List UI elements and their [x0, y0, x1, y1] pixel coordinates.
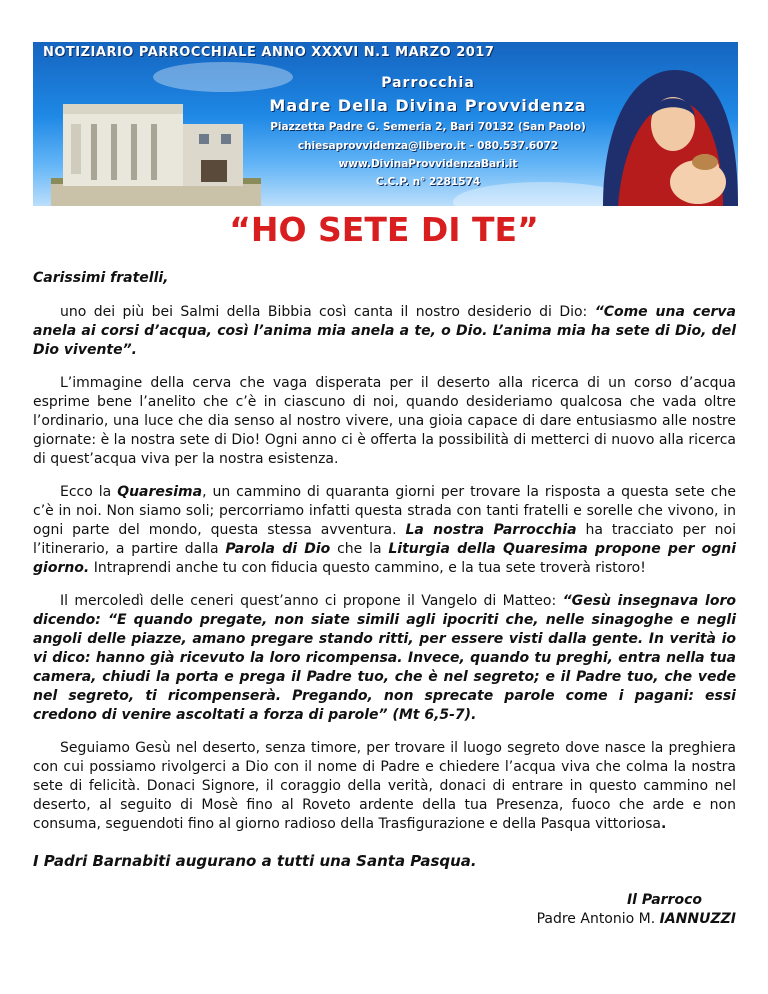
- newsletter-headline: NOTIZIARIO PARROCCHIALE ANNO XXXVI N.1 MARZO 2017: [43, 45, 495, 60]
- signature-block: [33, 891, 736, 929]
- paragraph-4: [33, 592, 736, 725]
- paragraph-2: L’immagine della cerva che vaga disperata per il deserto alla ricerca di un corso d’acqua esprime bene l’anelito che c’è in ciascuno di noi, quando desideriamo qualcosa che vada oltre l’ordinario, una luce che dia senso al nostro vivere, una gioia capace di dare entusiasmo alle nostre giornate: è la nostra sete di Dio! Ogni anno ci è offerta la possibilità di metterci di nuovo alla ricerca di quest’acqua viva per la nostra esistenza.: [33, 375, 736, 467]
- signature-first-name: Padre Antonio M.: [536, 911, 660, 927]
- parish-name-line1: Parrocchia: [381, 75, 475, 91]
- signature-role: Il Parroco: [626, 892, 702, 908]
- paragraph-3-text-c: , un cammino di quaranta giorni per trovare la risposta a questa sete che c’è in noi. Non siamo soli; percorriamo infatti questa strada con tanti fratelli e sorelle che vivono, in ogni parte del mondo, questa stessa avventura.: [33, 484, 736, 538]
- signature-surname: IANNUZZI: [659, 911, 736, 927]
- liturgia-emphasis: Liturgia della Quaresima propone per ogni giorno.: [33, 541, 736, 576]
- paragraph-1-text: uno dei più bei Salmi della Bibbia così canta il nostro desiderio di Dio:: [60, 304, 595, 320]
- parish-website: www.DivinaProvvidenzaBari.it: [338, 158, 518, 170]
- easter-greeting: I Padri Barnabiti augurano a tutti una Santa Pasqua.: [33, 852, 477, 870]
- madonna-painting-image: [593, 62, 738, 206]
- parrocchia-emphasis: La nostra Parrocchia: [405, 522, 577, 538]
- parola-emphasis: Parola di Dio: [225, 541, 331, 557]
- gospel-quote: “Gesù insegnava loro dicendo: “E quando pregate, non siate simili agli ipocriti che, nelle sinagoghe e negli angoli delle piazze, amano pregare stando ritti, per essere visti dalla gente. In verità io vi dico: hanno già ricevuto la loro ricompensa. Invece, quando tu preghi, entra nella tua camera, chiudi la porta e prega il Padre tuo, che è nel segreto; e il Padre tuo, che vede nel segreto, ti ricompenserà. Pregando, non sprecate parole come i pagani: essi credono di venire ascoltati a forza di parole” (Mt 6,5-7).: [33, 593, 736, 723]
- parish-contact: chiesaprovvidenza@libero.it - 080.537.6072: [297, 140, 559, 152]
- church-building-image: [51, 94, 261, 206]
- parish-ccp: C.C.P. n° 2281574: [375, 176, 481, 188]
- paragraph-4-text: Il mercoledì delle ceneri quest’anno ci propone il Vangelo di Matteo:: [60, 593, 563, 609]
- paragraph-1: [33, 303, 736, 360]
- signature-name: [33, 910, 736, 929]
- paragraph-3-text-i: Intraprendi anche tu con fiducia questo cammino, e la tua sete troverà ristoro!: [89, 560, 646, 576]
- paragraph-5: [33, 739, 736, 834]
- paragraph-5-text: Seguiamo Gesù nel deserto, senza timore, per trovare il luogo segreto dove nasce la preghiera con cui possiamo rivolgerci a Dio con il nome di Padre e chiedere l’acqua viva che colma la nostra sete di felicità. Donaci Signore, il coraggio della verità, donaci di entrare in questo cammino nel deserto, al seguito di Mosè fino al Roveto ardente della tua Presenza, fuoco che arde e non consuma, seguendoti fino al giorno radioso della Trasfigurazione e della Pasqua vittoriosa: [33, 740, 736, 832]
- greeting: Carissimi fratelli,: [33, 270, 169, 286]
- parish-address: Piazzetta Padre G. Semeria 2, Bari 70132 (San Paolo): [270, 121, 586, 133]
- psalm-quote: “Come una cerva anela ai corsi d’acqua, così l’anima mia anela a te, o Dio. L’anima mia ha sete di Dio, del Dio vivente”.: [33, 304, 736, 358]
- parish-name-line2: Madre Della Divina Provvidenza: [269, 96, 587, 115]
- paragraph-3-text-a: Ecco la: [60, 484, 118, 500]
- header-banner: [33, 42, 738, 206]
- page-title: “HO SETE DI TE”: [229, 210, 539, 249]
- letter-body: [33, 269, 736, 929]
- quaresima-emphasis: Quaresima: [117, 484, 203, 500]
- paragraph-3-text-g: che la: [330, 541, 389, 557]
- paragraph-3-text-e: ha tracciato per noi l’itinerario, a partire dalla: [33, 522, 736, 557]
- paragraph-5-period: .: [660, 816, 667, 832]
- paragraph-3: [33, 483, 736, 578]
